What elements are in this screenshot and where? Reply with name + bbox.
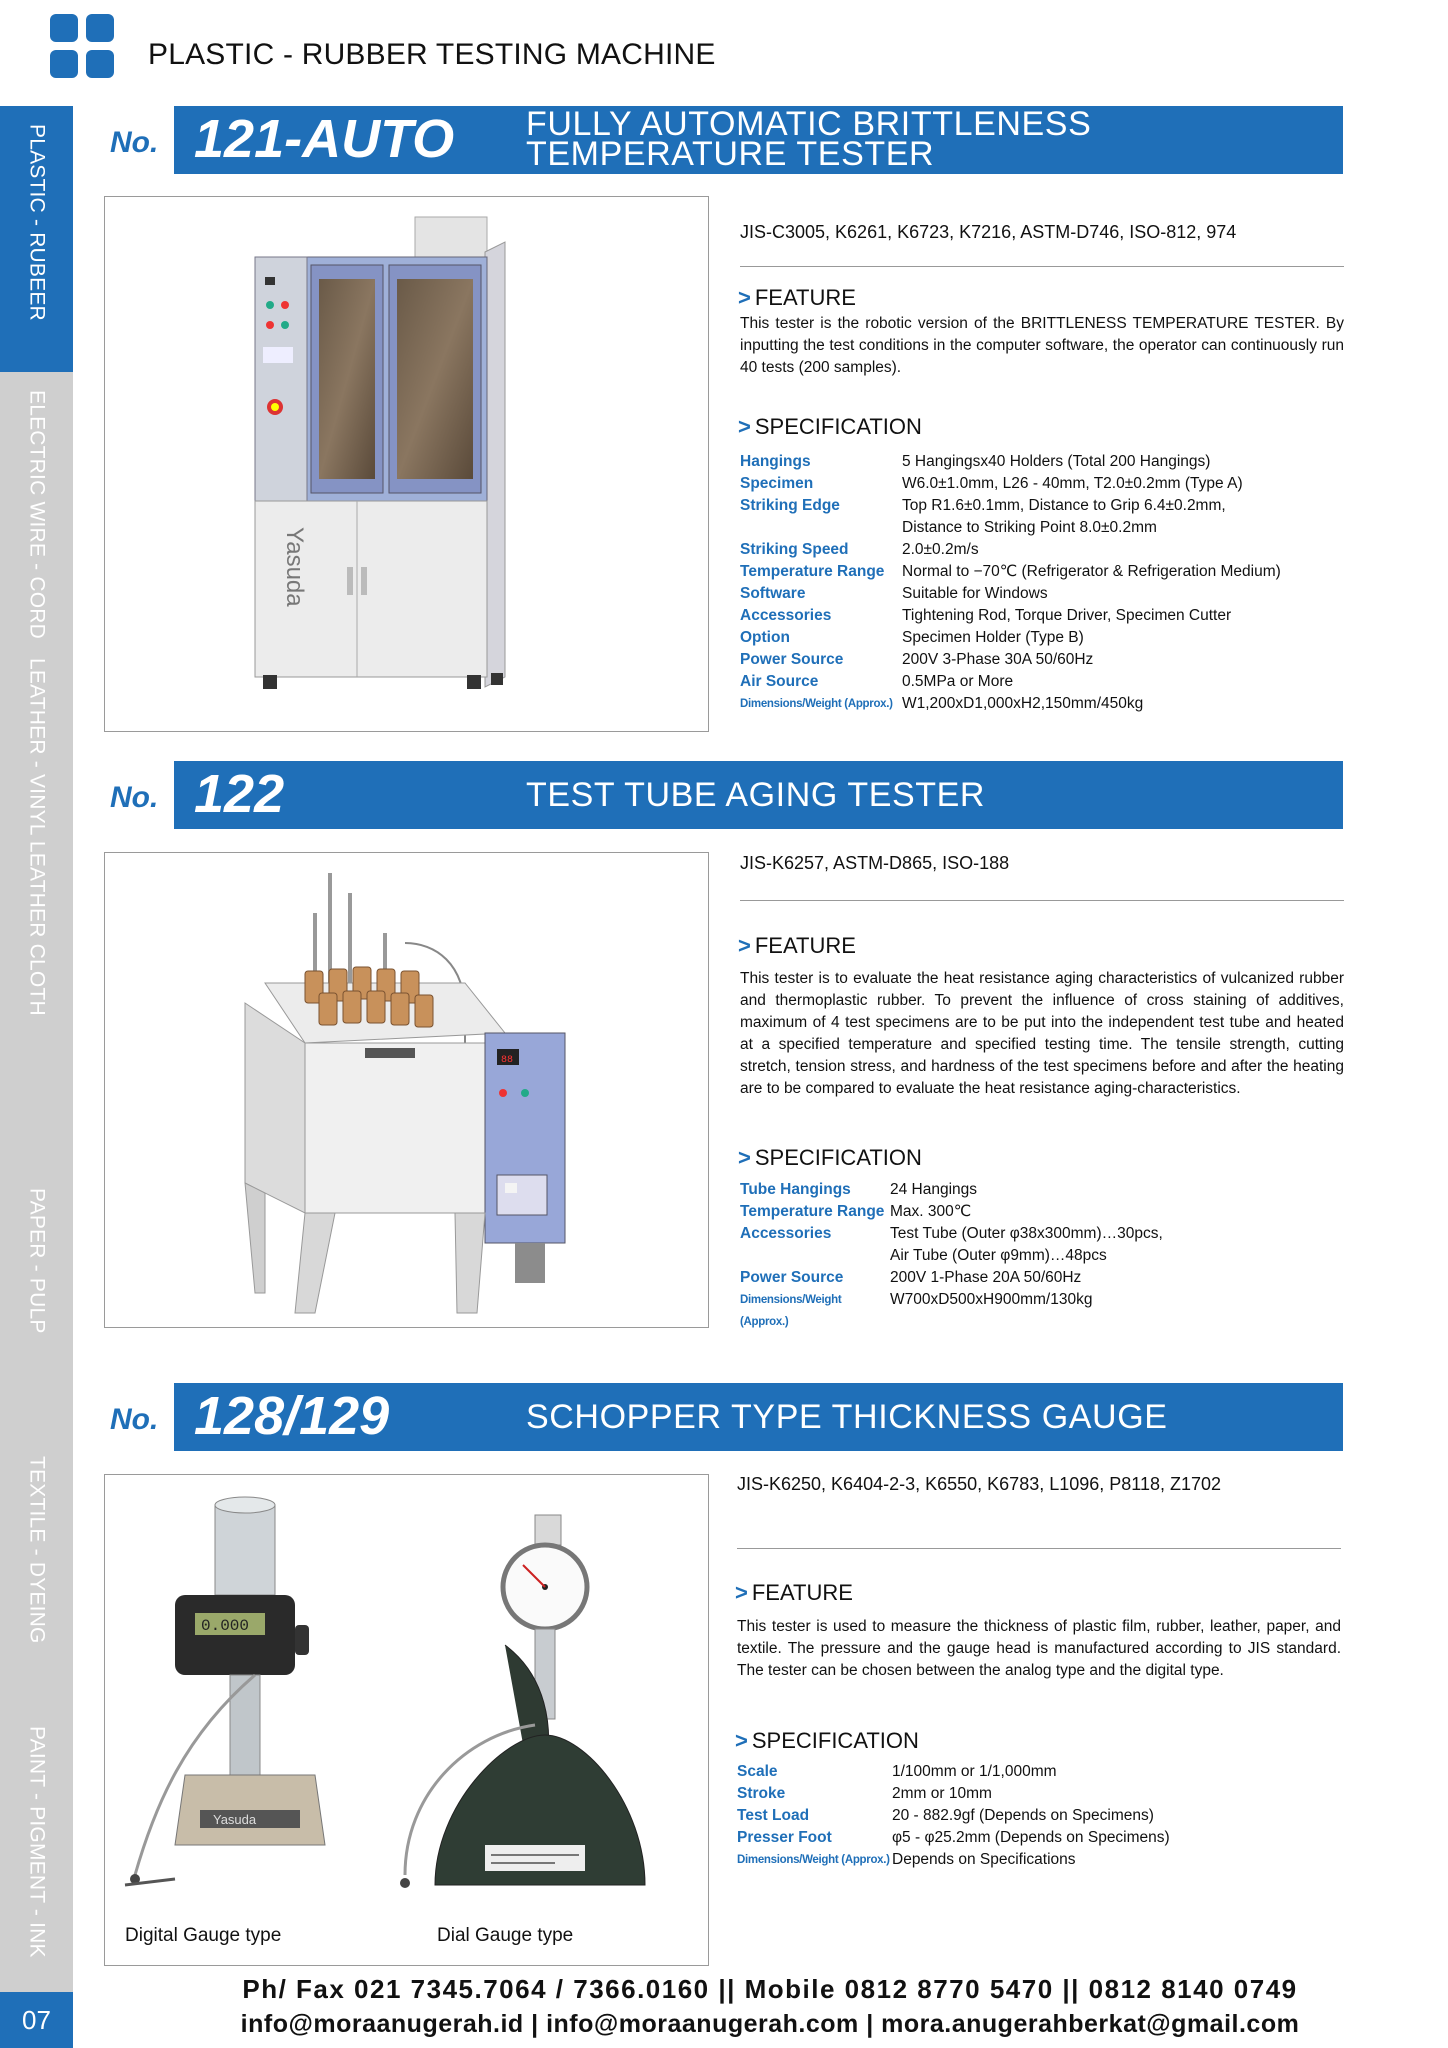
spec-row: Stroke 2mm or 10mm [737,1785,992,1802]
side-tab-leather[interactable]: LEATHER - VINYL LEATHER CLOTH [0,640,73,1172]
spec-row: Dimensions/Weight (Approx.) Depends on Specifications [737,1851,1076,1868]
spec-row: Accessories Test Tube (Outer φ38x300mm)…30pcs, [740,1225,1163,1242]
feature-text-122: This tester is to evaluate the heat resistance aging characteristics of vulcanized rubber and thermoplastic rubber. To prevent the influence of cross staining of additives, maximum of 4 test specimens are to be put into the independent test tube and heated at a specified temperature and specified testing time. The tensile strength, cutting stretch, tension stress, and hardness of the test specimens before and after the heating are to be compared to evaluate the heat resistance aging-characteristics. [740,970,1344,1097]
spec-table-121 [740,451,1281,715]
spec-row: Option Specimen Holder (Type B) [740,629,1084,646]
footer-phone: Ph/ Fax 021 7345.7064 / 7366.0160 || Mobile 0812 8770 5470 || 0812 8140 0749 [242,1974,1298,2004]
spec-row: Striking Speed 2.0±0.2m/s [740,541,979,558]
divider [740,900,1344,901]
spec-row: Temperature Range Normal to −70℃ (Refrigerator & Refrigeration Medium) [740,563,1281,580]
footer-email: info@moraanugerah.id | info@moraanugerah.com | mora.anugerahberkat@gmail.com [240,2010,1300,2038]
chevron-right-icon: > [735,1728,748,1753]
chevron-right-icon: > [738,414,751,439]
brand-label: Yasuda [281,527,308,607]
chevron-right-icon: > [738,285,751,310]
side-tab-electric-wire[interactable]: ELECTRIC WIRE - CORD [0,372,73,642]
product-title-line1: SCHOPPER TYPE THICKNESS GAUGE [526,1398,1168,1436]
spec-row: Presser Foot φ5 - φ25.2mm (Depends on Specimens) [737,1829,1170,1846]
product-title-line1: FULLY AUTOMATIC BRITTLENESS [526,106,1092,143]
spec-row: Tube Hangings 24 Hangings [740,1181,978,1198]
spec-row: Power Source 200V 3-Phase 30A 50/60Hz [740,651,1094,668]
standards-128: JIS-K6250, K6404-2-3, K6550, K6783, L1096, P8118, Z1702 [737,1474,1222,1494]
model-number: 122 [194,764,285,824]
side-tab-plastic-rubber[interactable]: PLASTIC - RUBEER [0,106,73,374]
chevron-right-icon: > [738,1145,751,1170]
product-title-bar-128 [104,1383,1343,1451]
standards-121: JIS-C3005, K6261, K6723, K7216, ASTM-D746, ISO-812, 974 [740,222,1237,242]
product-title-bar-121 [104,106,1343,174]
spec-row: Power Source 200V 1-Phase 20A 50/60Hz [740,1269,1082,1286]
chevron-right-icon: > [738,933,751,958]
model-number: 121-AUTO [194,109,455,169]
spec-heading-122: > SPECIFICATION [738,1145,922,1170]
spec-row: Accessories Tightening Rod, Torque Driver, Specimen Cutter [740,607,1232,624]
spec-table-122 [740,1179,1163,1333]
spec-row: Software Suitable for Windows [740,585,1048,602]
side-tab-paint[interactable]: PAINT - PIGMENT - INK [0,1708,73,1994]
svg-text:88: 88 [501,1055,514,1066]
digital-display-value: 0.000 [201,1617,250,1635]
spec-row: Air Tube (Outer φ9mm)…48pcs [890,1247,1107,1264]
product-image-thickness-gauges [104,1474,709,1966]
feature-heading-128: > FEATURE [735,1580,853,1605]
brand-plate-text: Yasuda [213,1812,257,1827]
product-title-line2: TEMPERATURE TESTER [526,135,935,173]
side-tab-textile[interactable]: TEXTILE - DYEING [0,1438,73,1710]
spec-row: Dimensions/Weight (Approx.) W700xD500xH900mm/130kg [740,1291,1093,1328]
product-title-line1: TEST TUBE AGING TESTER [526,776,986,814]
feature-text-121: This tester is the robotic version of the BRITTLENESS TEMPERATURE TESTER. By inputting the test conditions in the computer software, the operator can continuously run 40 tests (200 samples). [740,315,1344,376]
spec-row: Air Source 0.5MPa or More [740,673,1014,690]
spec-row: Scale 1/100mm or 1/1,000mm [737,1763,1057,1780]
spec-row: Test Load 20 - 882.9gf (Depends on Specimens) [737,1807,1154,1824]
product-title-bar-122 [104,761,1343,829]
spec-row: Specimen W6.0±1.0mm, L26 - 40mm, T2.0±0.2mm (Type A) [740,475,1243,492]
page-title: PLASTIC - RUBBER TESTING MACHINE [148,38,716,71]
product-image-brittleness-tester [104,196,709,732]
divider [737,1548,1341,1549]
side-tab-paper[interactable]: PAPER - PULP [0,1170,73,1440]
spec-row: Dimensions/Weight (Approx.) W1,200xD1,000xH2,150mm/450kg [740,695,1144,712]
spec-heading-128: > SPECIFICATION [735,1728,919,1753]
page-number: 07 [0,1992,73,2048]
no-label: No. [110,781,159,814]
spec-row: Striking Edge Top R1.6±0.1mm, Distance to Grip 6.4±0.2mm, [740,497,1226,514]
feature-heading-121: > FEATURE [738,285,856,310]
chevron-right-icon: > [735,1580,748,1605]
spec-row: Hangings 5 Hangingsx40 Holders (Total 200 Hangings) [740,453,1211,470]
spec-heading-121: > SPECIFICATION [738,414,922,439]
spec-row: Temperature Range Max. 300℃ [740,1203,972,1220]
caption-dial: Dial Gauge type [437,1925,574,1946]
divider [740,266,1344,267]
no-label: No. [110,126,159,159]
side-tab-bar [0,106,73,1992]
spec-table-128 [737,1761,1170,1871]
feature-text-128: This tester is used to measure the thickness of plastic film, rubber, leather, paper, and textile. The pressure and the gauge head is manufactured according to JIS standard. The tester can be chosen between the analog type and the digital type. [737,1618,1341,1679]
caption-digital: Digital Gauge type [125,1925,282,1946]
no-label: No. [110,1403,159,1436]
model-number: 128/129 [194,1386,390,1446]
feature-heading-122: > FEATURE [738,933,856,958]
standards-122: JIS-K6257, ASTM-D865, ISO-188 [740,853,1010,873]
product-image-aging-tester [104,852,709,1328]
spec-row: Distance to Striking Point 8.0±0.2mm [902,519,1157,536]
